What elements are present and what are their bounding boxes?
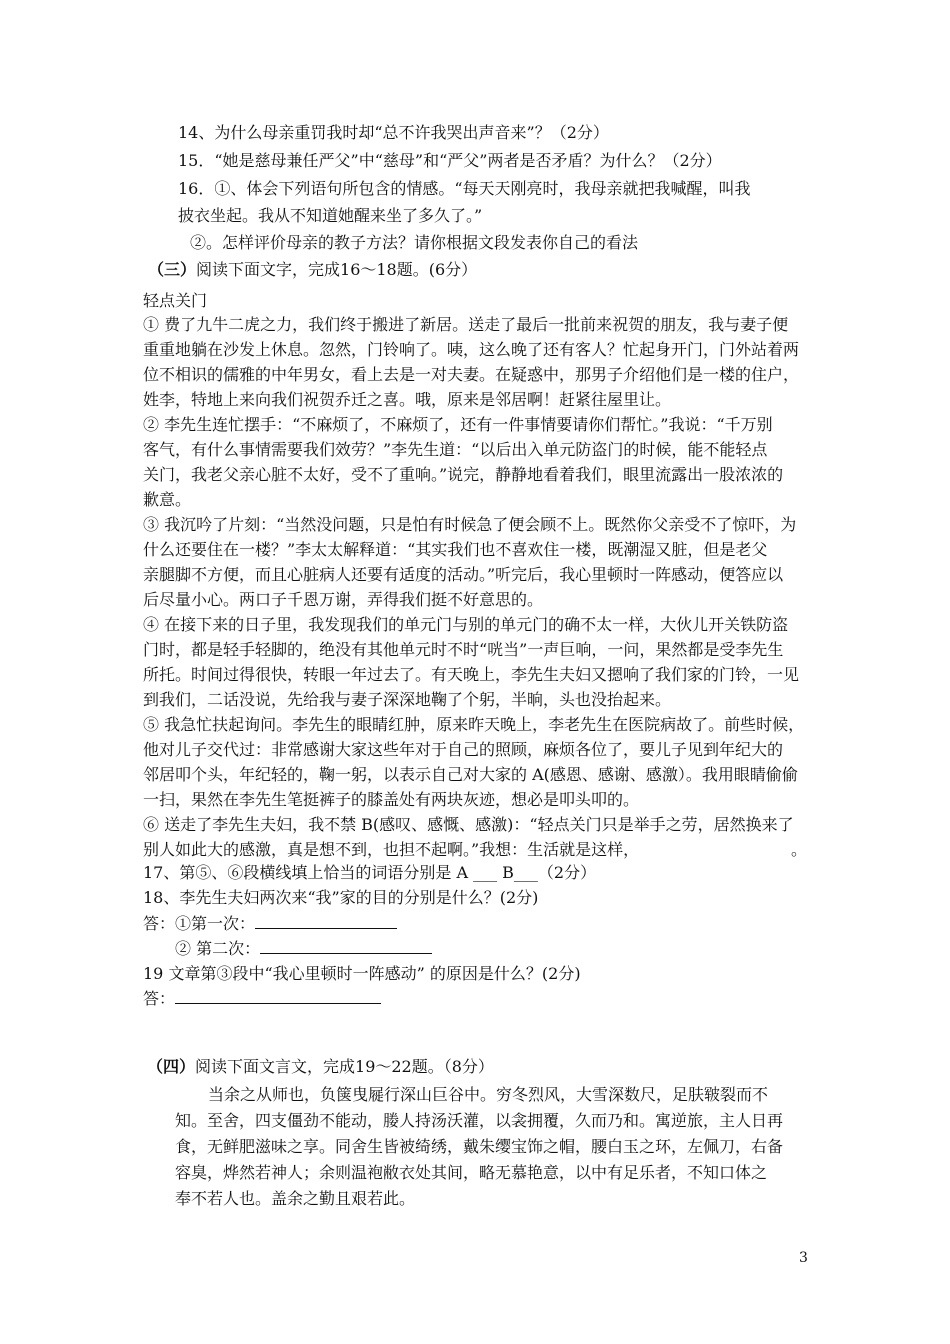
paragraph-5-line: ⑤ 我急忙扶起询问。李先生的眼睛红肿，原来昨天晚上，李老先生在医院病故了。前些时候， — [143, 715, 805, 734]
paragraph-4-line: 到我们，二话没说，先给我与妻子深深地鞠了个躬，半晌，头也没抬起来。 — [143, 690, 672, 709]
section-4-label: （四） — [147, 1057, 196, 1076]
answer-19-blank[interactable] — [175, 987, 381, 1004]
question-16-part2: ②。怎样评价母亲的教子方法？请你根据文段发表你自己的看法 — [190, 233, 639, 252]
question-18-answer-first — [143, 912, 397, 936]
question-16-part1: 16．①、体会下列语句所包含的情感。“每天天刚亮时，我母亲就把我喊醒，叫我 — [178, 179, 751, 198]
question-14: 14、为什么母亲重罚我时却“总不许我哭出声音来”？（2分） — [178, 123, 609, 142]
section-3-label: （三） — [148, 260, 197, 279]
question-16-part1-cont: 披衣坐起。我从不知道她醒来坐了多久了。” — [178, 206, 483, 225]
page-number: 3 — [799, 1250, 808, 1266]
paragraph-5-line: 邻居叩个头，年纪轻的，鞠一躬，以表示自己对大家的 A(感恩、感谢、感激）。我用眼睛偷偷 — [143, 765, 798, 784]
paragraph-4-line: 所托。时间过得很快，转眼一年过去了。有天晚上，李先生夫妇又摁响了我们家的门铃，一见 — [143, 665, 800, 684]
paragraph-2-line: 关门，我老父亲心脏不太好，受不了重响。”说完，静静地看着我们，眼里流露出一股浓浓的 — [143, 465, 784, 484]
classical-text-line: 知。至舍，四支僵劲不能动，媵人持汤沃灌，以衾拥覆，久而乃和。寓逆旅，主人日再 — [175, 1111, 784, 1130]
question-18-answer-second — [175, 937, 432, 961]
paragraph-4-line: 门时，都是轻手轻脚的，绝没有其他单元时不时“咣当”一声巨响，一问，果然都是受李先生 — [143, 640, 784, 659]
classical-text-line: 食，无鲜肥滋味之享。同舍生皆被绮绣，戴朱缨宝饰之帽，腰白玉之环，左佩刀，右备 — [175, 1137, 784, 1156]
paragraph-6-line: 别人如此大的感激，真是想不到，也担不起啊。”我想：生活就是这样， — [143, 840, 640, 859]
paragraph-1-line: 姓李，特地上来向我们祝贺乔迁之喜。哦，原来是邻居啊！赶紧往屋里让。 — [143, 390, 672, 409]
paragraph-2-line: 客气，有什么事情需要我们效劳？”李先生道：“以后出入单元防盗门的时候，能不能轻点 — [143, 440, 768, 459]
question-19-answer — [143, 987, 381, 1011]
section-3-heading — [148, 258, 477, 282]
answer-first-blank[interactable] — [255, 912, 397, 929]
paragraph-3-line: 亲腿脚不方便，而且心脏病人还要有适度的活动。”听完后，我心里顿时一阵感动，便答应以 — [143, 565, 784, 584]
paragraph-5-line: 一扫，果然在李先生笔挺裤子的膝盖处有两块灰迹，想必是叩头叩的。 — [143, 790, 640, 809]
paragraph-3-line: 后尽量小心。两口子千恩万谢，弄得我们挺不好意思的。 — [143, 590, 544, 609]
section-4-instruction: 阅读下面文言文，完成19～22题。（8分） — [195, 1057, 494, 1076]
paragraph-4-line: ④ 在接下来的日子里，我发现我们的单元门与别的单元门的确不太一样，大伙儿开关铁防盗 — [143, 615, 789, 634]
question-19: 19 文章第③段中“我心里顿时一阵感动” 的原因是什么？(2分) — [143, 964, 581, 983]
answer-second-label: ② 第二次： — [175, 939, 261, 958]
paragraph-2-line: ② 李先生连忙摆手：“不麻烦了，不麻烦了，还有一件事情要请你们帮忙。”我说：“千万别 — [143, 415, 773, 434]
section-3-instruction: 阅读下面文字，完成16～18题。(6分） — [196, 260, 478, 279]
paragraph-3-line: ③ 我沉吟了片刻：“当然没问题，只是怕有时候急了便会顾不上。既然你父亲受不了惊吓，为 — [143, 515, 797, 534]
paragraph-1-line: 位不相识的儒雅的中年男女，看上去是一对夫妻。在疑惑中，那男子介绍他们是一楼的住户， — [143, 365, 800, 384]
section-4-heading — [147, 1055, 494, 1079]
paragraph-5-line: 他对儿子交代过：非常感谢大家这些年对于自己的照顾，麻烦各位了，要儿子见到年纪大的 — [143, 740, 784, 759]
classical-text-line: 当余之从师也，负箧曳屣行深山巨谷中。穷冬烈风，大雪深数尺，足肤皲裂而不 — [208, 1085, 769, 1104]
question-15: 15．“她是慈母兼任严父”中“慈母”和“严父”两者是否矛盾？为什么？（2分） — [178, 151, 722, 170]
paragraph-6-end-mark: 。 — [791, 840, 808, 859]
paragraph-2-line: 歉意。 — [143, 490, 192, 509]
paragraph-1-line: ① 费了九牛二虎之力，我们终于搬进了新居。送走了最后一批前来祝贺的朋友，我与妻子便 — [143, 315, 789, 334]
question-18: 18、李先生夫妇两次来“我”家的目的分别是什么？(2分) — [143, 888, 539, 907]
answer-first-label: 答：①第一次： — [143, 914, 256, 933]
article-title: 轻点关门 — [143, 291, 208, 310]
answer-19-label: 答： — [143, 989, 176, 1008]
classical-text-line: 奉不若人也。盖余之勤且艰若此。 — [175, 1189, 416, 1208]
answer-second-blank[interactable] — [260, 937, 432, 954]
paragraph-6-line: ⑥ 送走了李先生夫妇，我不禁 B(感叹、感慨、感激)：“轻点关门只是举手之劳，居然换来了 — [143, 815, 794, 834]
paragraph-1-line: 重重地躺在沙发上休息。忽然，门铃响了。咦，这么晚了还有客人？忙起身开门，门外站着两 — [143, 340, 800, 359]
classical-text-line: 容臭，烨然若神人；余则温袍敝衣处其间，略无慕艳意，以中有足乐者，不知口体之 — [175, 1163, 768, 1182]
paragraph-3-line: 什么还要住在一楼？”李太太解释道：“其实我们也不喜欢住一楼，既潮湿又脏，但是老父 — [143, 540, 768, 559]
question-17: 17、第⑤、⑥段横线填上恰当的词语分别是 A ___ B___（2分） — [143, 863, 597, 882]
